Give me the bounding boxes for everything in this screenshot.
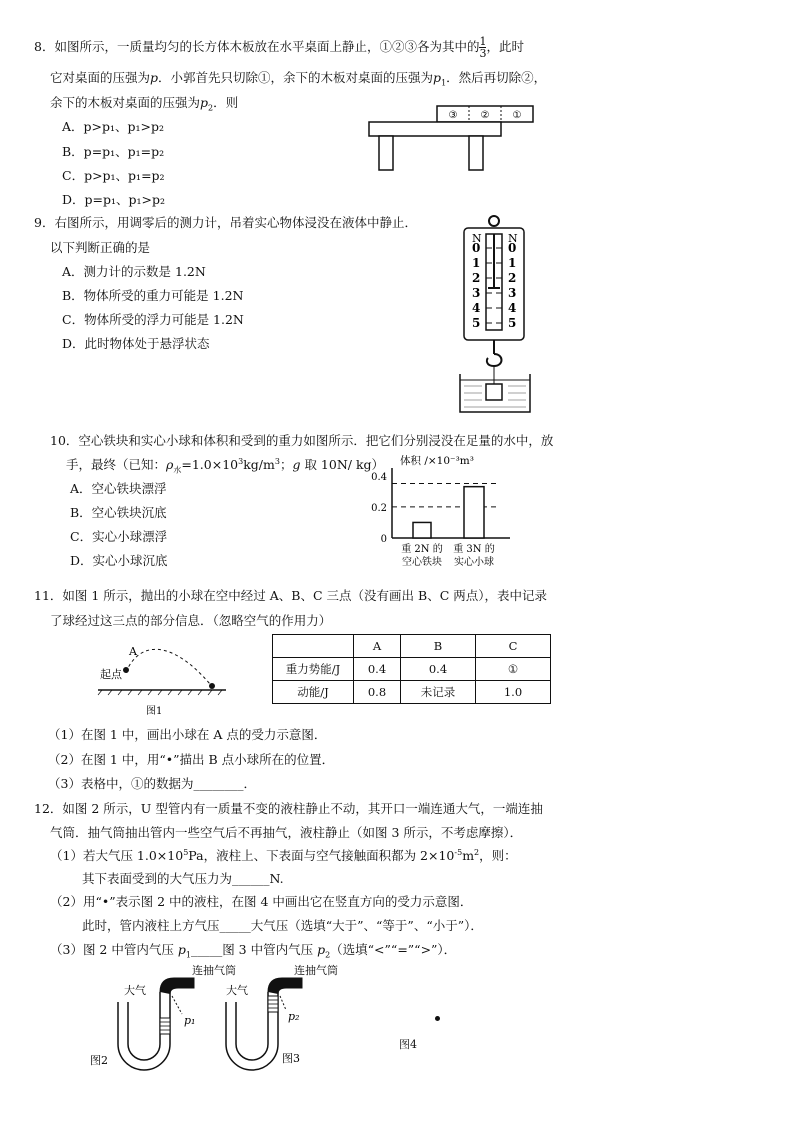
chart-category-label: 重 2N 的 (401, 544, 443, 555)
q10-option-a[interactable]: A．空心铁块漂浮 (70, 481, 167, 496)
fig3-p2-label: p₂ (288, 1010, 300, 1023)
fig2-p1-label: p₁ (184, 1014, 196, 1027)
q8-board-figure (365, 104, 545, 176)
fig4-liquid-dot[interactable] (435, 1016, 440, 1021)
chart-bar-1 (464, 487, 484, 538)
fraction-one-third: $\frac{1}{3}$ (479, 35, 487, 60)
q11-line2: 了球经过这三点的部分信息．（忽略空气的作用力） (50, 613, 332, 628)
q12-line2: 气筒．抽气筒抽出管内一些空气后不再抽气，液柱静止（如图 3 所示，不考虑摩擦）． (50, 825, 523, 840)
svg-text:0: 0 (508, 241, 517, 255)
q10-option-d[interactable]: D．实心小球沉底 (70, 553, 168, 568)
q8-line3: 余下的木板对桌面的压强为$p_2$．则 (50, 95, 239, 113)
q11-energy-table (272, 634, 551, 704)
chart-ytick-label: 0.4 (371, 471, 387, 483)
board-label-1: ① (512, 110, 522, 121)
q10-option-c[interactable]: C．实心小球漂浮 (70, 529, 168, 544)
chart-ylabel: 体积 /×10⁻³m³ (400, 455, 474, 467)
start-label: 起点 (100, 668, 122, 681)
table-header-row: A B C (273, 635, 551, 658)
chart-category-label: 实心小球 (454, 557, 494, 568)
q12-sub2-blank[interactable]: 此时，管内液柱上方气压_____大气压（选填“大于”、“等于”、“小于”）． (82, 918, 483, 933)
board-label-3: ③ (448, 110, 458, 121)
q12-sub1: （1）若大气压 $1.0\times 10^5Pa$，液柱上、下表面与空气接触面积都为 $2\times 10^{-5}m^2$，则： (50, 847, 517, 863)
fig3-caption: 图3 (282, 1052, 300, 1065)
svg-text:1: 1 (508, 256, 517, 270)
chart-ytick-label: 0.2 (371, 502, 387, 514)
q8-option-c[interactable]: C．p>p₁、p₁=p₂ (62, 168, 165, 183)
q8-option-b[interactable]: B．p=p₁、p₁=p₂ (62, 144, 165, 159)
svg-text:2: 2 (472, 271, 481, 285)
svg-text:4: 4 (472, 301, 481, 315)
svg-text:2: 2 (508, 271, 517, 285)
fig2-pump-label: 连抽气筒 (192, 964, 236, 977)
q9-option-a[interactable]: A．测力计的示数是 1.2N (62, 264, 206, 279)
q8-line1: 8．如图所示，一质量均匀的长方体木板放在水平桌面上静止，①②③各为其中的 $\frac{1}{3}$ ，此时 (34, 35, 524, 60)
q12-fig2 (88, 962, 236, 1074)
q10-line1: 10．空心铁块和实心小球和体积和受到的重力如图所示．把它们分别浸没在足量的水中，放 (50, 433, 554, 448)
q8-line2: 它对桌面的压强为p．小郭首先只切除①，余下的木板对桌面的压强为$p_1$．然后再切除②， (50, 70, 547, 88)
fig4-caption: 图4 (399, 1038, 417, 1051)
q11-sub1: （1）在图 1 中，画出小球在 A 点的受力示意图． (48, 727, 327, 742)
spring-scale-figure (452, 212, 538, 418)
svg-text:1: 1 (472, 256, 481, 270)
svg-text:3: 3 (508, 286, 517, 300)
q11-sub3[interactable]: （3）表格中，①的数据为________． (48, 776, 256, 791)
q9-option-d[interactable]: D．此时物体处于悬浮状态 (62, 336, 210, 351)
q11-fig1 (92, 640, 232, 720)
q9-line2: 以下判断正确的是 (50, 240, 151, 255)
unit-right: N (508, 232, 518, 245)
ball-landing (209, 683, 215, 689)
svg-text:4: 4 (508, 301, 517, 315)
q11-sub2: （2）在图 1 中，用“•”描出 B 点小球所在的位置． (48, 752, 335, 767)
q9-option-b[interactable]: B．物体所受的重力可能是 1.2N (62, 288, 244, 303)
q11-line1: 11．如图 1 所示，抛出的小球在空中经过 A、B、C 三点（没有画出 B、C 两点），表中记录 (34, 588, 547, 603)
q12-fig3 (218, 962, 360, 1074)
fig3-pump-label: 连抽气筒 (294, 964, 338, 977)
ball-point-a (123, 667, 129, 673)
q12-sub3[interactable]: （3）图 2 中管内气压 $p_1\_\_\_\_\_$图 3 中管内气压 $p_2$（选填“<”“=”“>”）． (50, 942, 457, 960)
board-label-2: ② (480, 110, 490, 121)
point-a-label: A (129, 645, 137, 658)
q12-line1: 12．如图 2 所示，U 型管内有一质量不变的液柱静止不动，其开口一端连通大气，一端连抽 (34, 801, 543, 816)
q9-line1: 9．右图所示，用调零后的测力计，吊着实心物体浸没在液体中静止． (34, 215, 417, 230)
q10-option-b[interactable]: B．空心铁块沉底 (70, 505, 167, 520)
trajectory-path (126, 649, 210, 684)
q10-volume-chart (360, 452, 520, 580)
svg-text:5: 5 (472, 316, 481, 330)
fig2-caption: 图2 (90, 1054, 108, 1067)
q8-option-a[interactable]: A．p>p₁、p₁>p₂ (62, 119, 165, 134)
chart-bar-0 (413, 522, 431, 538)
table-row: 重力势能/J 0.4 0.4 ① (273, 658, 551, 681)
svg-text:3: 3 (472, 286, 481, 300)
q12-sub1-blank[interactable]: 其下表面受到的大气压力为______N. (82, 871, 284, 886)
chart-ytick-label: 0 (380, 534, 387, 545)
fig2-atm-label: 大气 (124, 984, 146, 997)
table-row: 动能/J 0.8 未记录 1.0 (273, 681, 551, 704)
q9-option-c[interactable]: C．物体所受的浮力可能是 1.2N (62, 312, 244, 327)
chart-category-label: 空心铁块 (402, 557, 442, 568)
fig3-atm-label: 大气 (226, 984, 248, 997)
svg-text:0: 0 (472, 241, 481, 255)
fig1-caption: 图1 (146, 706, 163, 717)
chart-category-label: 重 3N 的 (453, 544, 495, 555)
svg-text:5: 5 (508, 316, 517, 330)
q10-line2: 手，最终（已知：$\rho_水=1.0\times 10^3kg/m^3$；g 取 10N/ kg） (66, 456, 385, 475)
q8-option-d[interactable]: D．p=p₁、p₁>p₂ (62, 192, 166, 207)
unit-left: N (472, 232, 482, 245)
q12-sub2: （2）用“•”表示图 2 中的液柱，在图 4 中画出它在竖直方向的受力示意图． (50, 894, 473, 909)
